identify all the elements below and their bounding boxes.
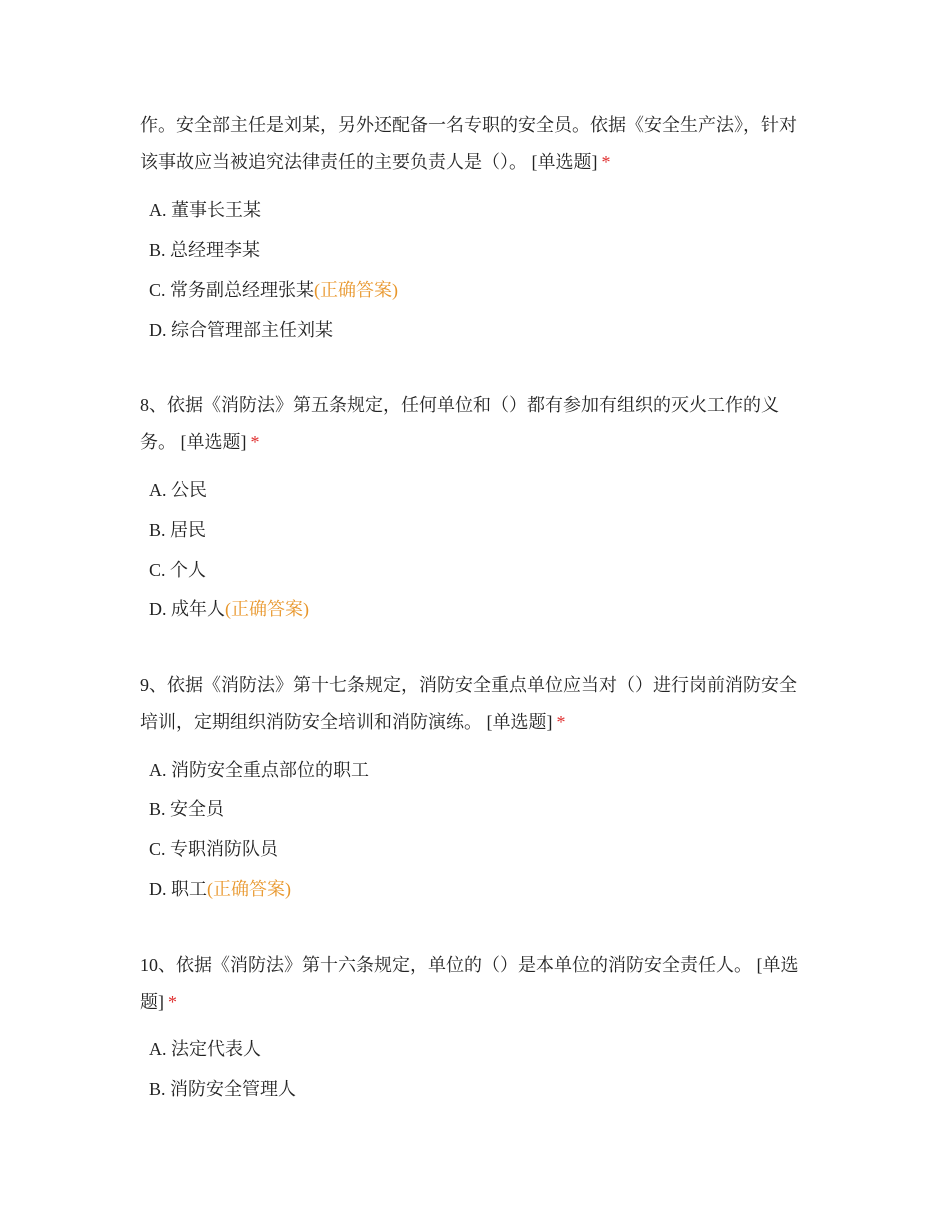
required-mark: *: [556, 712, 566, 732]
option-c: C. 专职消防队员: [149, 839, 279, 859]
option-d: D. 成年人(正确答案): [149, 599, 309, 619]
option-b: B. 居民: [149, 520, 207, 540]
option-c: C. 个人: [149, 560, 207, 580]
option-b: B. 消防安全管理人: [149, 1079, 297, 1099]
required-mark: *: [168, 992, 177, 1012]
option-a: A. 公民: [149, 480, 207, 500]
option-c: C. 常务副总经理张某(正确答案): [149, 280, 399, 300]
question-type-label: [单选题]: [531, 152, 598, 172]
option-d: D. 职工(正确答案): [149, 879, 291, 899]
question-text: 作。安全部主任是刘某，另外还配备一名专职的安全员。依据《安全生产法》，针对该事故应当被追究法律责任的主要负责人是（）。 [单选题] *: [140, 115, 797, 172]
option-b: B. 总经理李某: [149, 240, 261, 260]
option-a: A. 法定代表人: [149, 1039, 261, 1059]
question-text: 8、依据《消防法》第五条规定，任何单位和（）都有参加有组织的灭火工作的义务。 [单选题] *: [140, 395, 779, 452]
option-a: A. 董事长王某: [149, 200, 261, 220]
question-type-label: [单选题]: [180, 432, 247, 452]
option-b: B. 安全员: [149, 799, 225, 819]
required-mark: *: [601, 152, 611, 172]
question-text: 10、依据《消防法》第十六条规定，单位的（）是本单位的消防安全责任人。 [单选题] *: [140, 955, 799, 1012]
option-d: D. 综合管理部主任刘某: [149, 320, 333, 340]
required-mark: *: [250, 432, 260, 452]
correct-answer-label: (正确答案): [225, 599, 309, 619]
option-a: A. 消防安全重点部位的职工: [149, 760, 369, 780]
question-type-label: [单选题]: [486, 712, 553, 732]
question-type-label: [单选题]: [140, 955, 799, 1012]
correct-answer-label: (正确答案): [207, 879, 291, 899]
question-text: 9、依据《消防法》第十七条规定，消防安全重点单位应当对（）进行岗前消防安全培训，定期组织消防安全培训和消防演练。 [单选题] *: [140, 675, 797, 732]
correct-answer-label: (正确答案): [314, 280, 399, 300]
